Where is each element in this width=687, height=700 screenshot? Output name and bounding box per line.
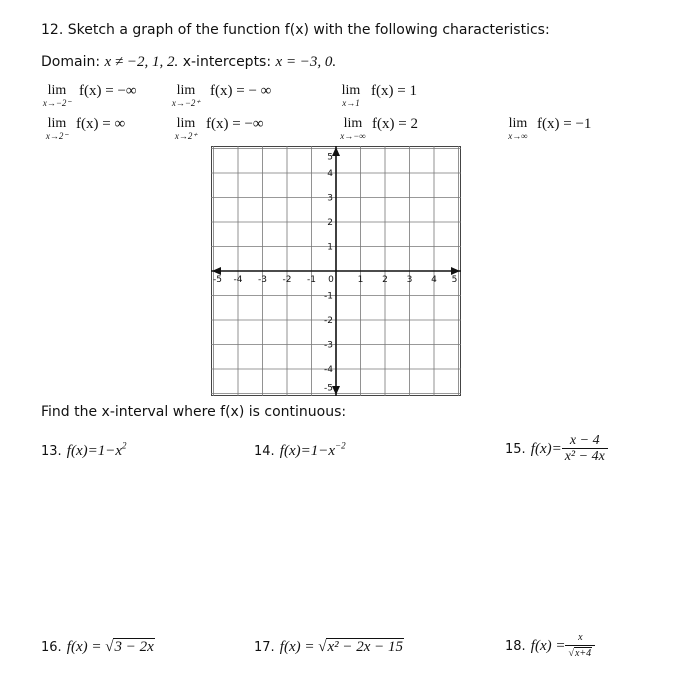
problem-17-number: 17. (254, 640, 275, 655)
problem-16: 16. f(x) = √3 − 2x (41, 639, 154, 655)
problem-14-expression: f(x)=1−x (279, 443, 335, 459)
problem-15 (505, 433, 608, 464)
x-tick-label: 4 (431, 275, 437, 285)
problem-14-number: 14. (254, 444, 275, 459)
y-tick-label: 5 (327, 152, 333, 163)
problem-18-number: 18. (505, 639, 526, 654)
instruction-text: Sketch a graph of the function f(x) with the following characteristics: (67, 22, 550, 38)
y-tick-label: 2 (327, 218, 333, 228)
problem-14 (254, 440, 346, 460)
coordinate-grid[interactable] (211, 146, 461, 396)
intercepts-label: x-intercepts: (182, 54, 272, 70)
problem-14-exponent: −2 (335, 440, 346, 451)
x-tick-label: -3 (258, 275, 267, 285)
problem-13-exponent: 2 (122, 440, 127, 451)
problem-17-radicand: x² − 2x − 15 (327, 639, 404, 655)
problem-12-instruction (41, 22, 550, 38)
domain-value: x ≠ −2, 1, 2. (104, 54, 179, 70)
problem-15-numerator: x − 4 (562, 433, 608, 449)
problem-number: 12. (41, 22, 64, 38)
y-tick-label: 1 (327, 242, 333, 253)
y-tick-label: 4 (327, 169, 333, 179)
intercepts-value: x = −3, 0. (275, 54, 337, 70)
x-tick-label: 2 (382, 275, 388, 285)
problem-16-number: 16. (41, 640, 62, 655)
domain-line (41, 54, 336, 71)
problem-15-number: 15. (505, 442, 526, 457)
y-tick-label: 3 (327, 193, 333, 204)
x-tick-label: 0 (328, 275, 334, 285)
y-tick-label: -4 (324, 365, 333, 375)
problem-15-lhs: f(x)= (530, 441, 562, 457)
problem-18: 18. f(x) = $\frac{x}{√x+4}$ (505, 630, 595, 661)
problem-15-denominator: x² − 4x (564, 449, 605, 464)
problem-13-number: 13. (41, 444, 62, 459)
problem-17-lhs: f(x) = (279, 639, 319, 655)
problem-16-lhs: f(x) = (66, 639, 106, 655)
problem-18-denominator-radicand: x+4 (574, 648, 592, 659)
x-tick-label: -5 (213, 275, 222, 285)
problem-13 (41, 440, 127, 460)
y-tick-label: -3 (324, 340, 333, 351)
problem-13-expression: f(x)=1−x (66, 443, 122, 459)
y-tick-label: -1 (324, 291, 333, 302)
problem-18-lhs: f(x) = (530, 638, 566, 654)
y-tick-label: -2 (324, 316, 333, 326)
y-tick-label: -5 (324, 383, 333, 394)
continuity-prompt: Find the x-interval where f(x) is continuous: (41, 404, 347, 420)
x-tick-label: -4 (233, 275, 243, 285)
x-tick-label: 5 (451, 275, 458, 285)
x-tick-label: 1 (357, 275, 364, 285)
x-tick-label: -2 (282, 275, 292, 285)
problem-17: 17. f(x) = √x² − 2x − 15 (254, 639, 404, 655)
problem-16-radicand: 3 − 2x (114, 639, 154, 655)
domain-label: Domain: (41, 54, 101, 70)
x-tick-label: -1 (307, 275, 316, 285)
problem-18-numerator: x (565, 630, 595, 646)
x-tick-label: 3 (406, 275, 413, 285)
